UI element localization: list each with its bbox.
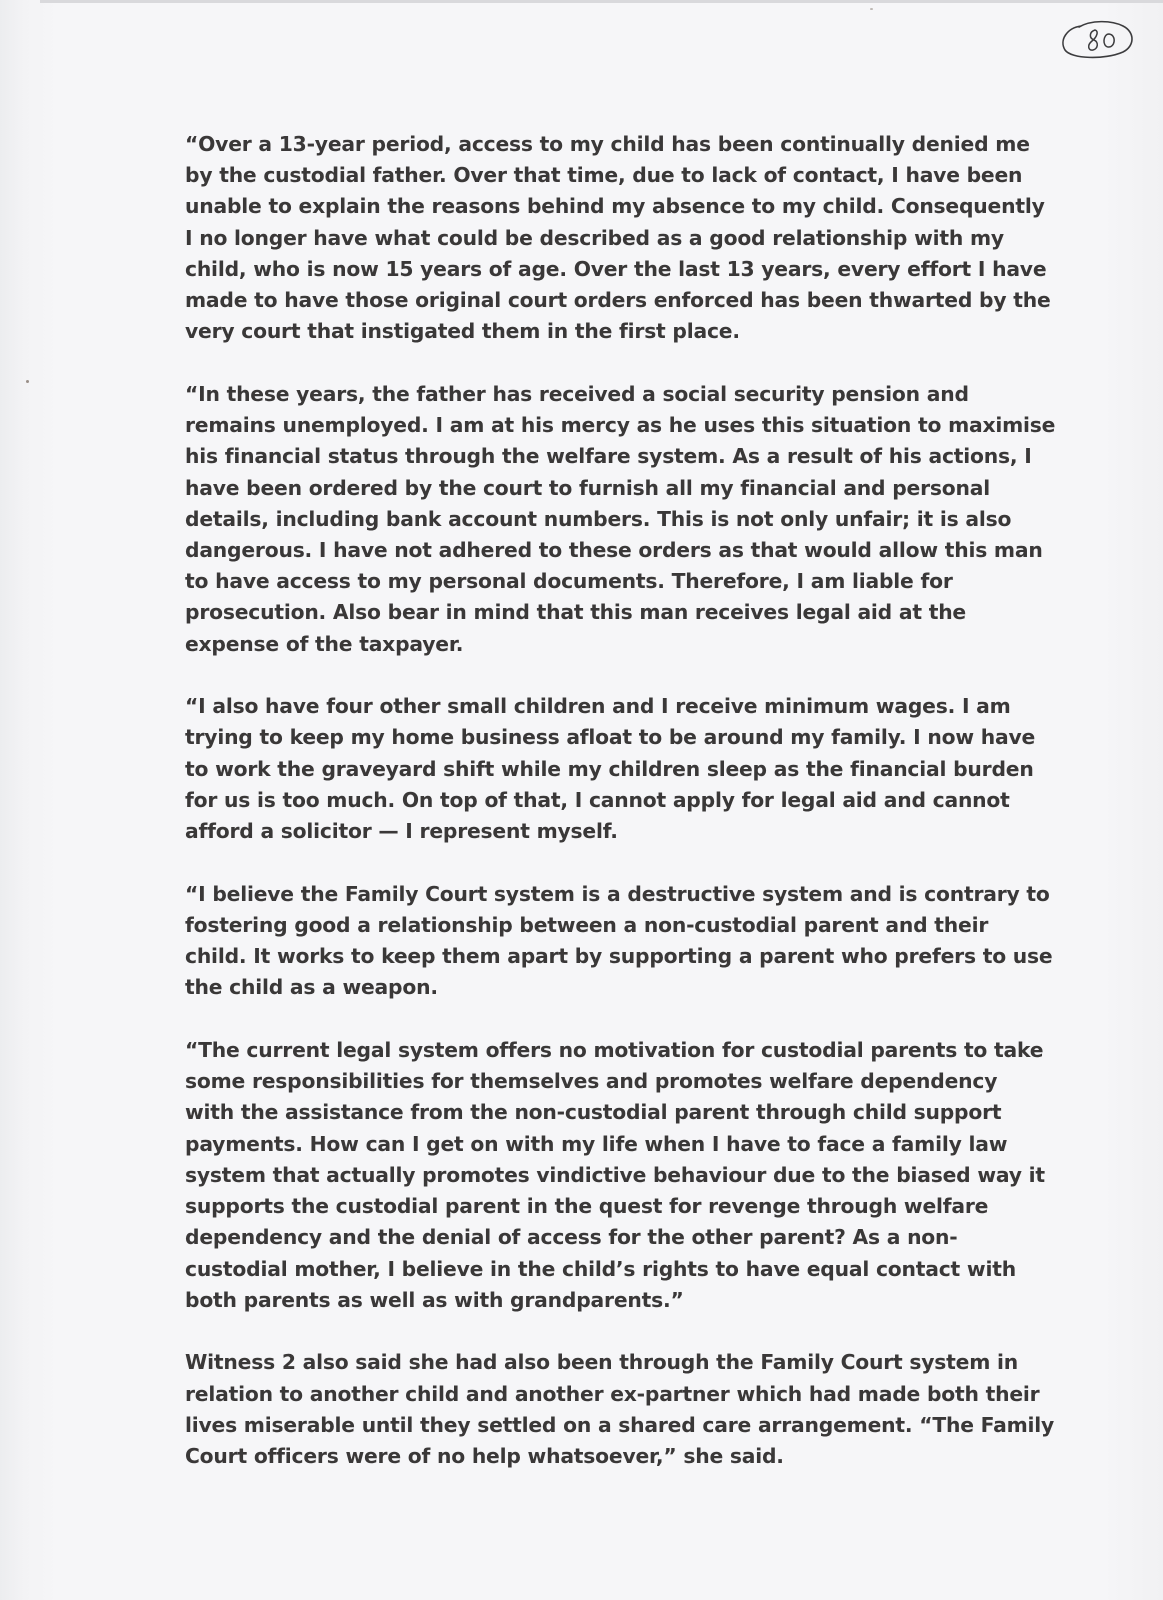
text-line: details, including bank account numbers. This is not only unfair; it is also [185,506,1012,531]
text-line: afford a solicitor — I represent myself. [185,819,618,844]
page-number-digit-0 [1104,34,1114,47]
text-line: relation to another child and another ex-partner which had made both their [185,1381,1040,1406]
text-line: have been ordered by the court to furnish all my financial and personal [185,475,990,500]
text-line: “In these years, the father has received a social security pension and [185,381,969,406]
text-line: some responsibilities for themselves and promotes welfare dependency [185,1069,998,1094]
text-line: for us is too much. On top of that, I cannot apply for legal aid and cannot [185,787,1010,812]
paragraph-1 [185,129,1051,347]
text-line: trying to keep my home business afloat to be around my family. I now have [185,725,1036,750]
text-line: with the assistance from the non-custodial parent through child support [185,1100,1002,1125]
text-line: to work the graveyard shift while my children sleep as the financial burden [185,756,1034,781]
document-body [185,129,1056,1504]
text-line: unable to explain the reasons behind my absence to my child. Consequently [185,194,1045,219]
paragraph-4 [185,879,1053,1004]
text-line: fostering good a relationship between a non-custodial parent and their [185,912,989,937]
text-line: custodial mother, I believe in the child’s rights to have equal contact with [185,1256,1016,1281]
scan-speck [26,380,29,383]
text-line: “I believe the Family Court system is a destructive system and is contrary to [185,881,1050,906]
paragraph-5 [185,1035,1045,1316]
text-line: “The current legal system offers no motivation for custodial parents to take [185,1038,1044,1063]
text-line: Witness 2 also said she had also been through the Family Court system in [185,1350,1018,1375]
text-line: to have access to my personal documents. Therefore, I am liable for [185,569,953,594]
text-line: the child as a weapon. [185,975,438,1000]
text-line: very court that instigated them in the first place. [185,319,740,344]
handwritten-page-number [1057,18,1137,62]
page-top-edge [40,0,1163,3]
text-line: “I also have four other small children and I receive minimum wages. I am [185,694,1011,719]
text-line: by the custodial father. Over that time, due to lack of contact, I have been [185,163,1023,188]
text-line: child, who is now 15 years of age. Over the last 13 years, every effort I have [185,256,1047,281]
paragraph-6 [185,1347,1055,1472]
text-line: expense of the taxpayer. [185,631,464,656]
text-line: dangerous. I have not adhered to these orders as that would allow this man [185,537,1043,562]
paragraph-2 [185,379,1056,660]
text-line: prosecution. Also bear in mind that this man receives legal aid at the [185,600,966,625]
page-number-digit-8 [1089,30,1098,50]
text-line: dependency and the denial of access for the other parent? As a non- [185,1225,958,1250]
text-line: lives miserable until they settled on a shared care arrangement. “The Family [185,1412,1055,1437]
text-line: supports the custodial parent in the quest for revenge through welfare [185,1194,989,1219]
page-number-circle [1063,22,1132,58]
text-line: both parents as well as with grandparents.” [185,1287,684,1312]
text-line: Court officers were of no help whatsoever,” she said. [185,1444,784,1469]
paragraph-3 [185,691,1035,847]
text-line: remains unemployed. I am at his mercy as he uses this situation to maximise [185,413,1056,438]
text-line: system that actually promotes vindictive behaviour due to the biased way it [185,1162,1045,1187]
text-line: child. It works to keep them apart by supporting a parent who prefers to use [185,944,1053,969]
text-line: “Over a 13-year period, access to my child has been continually denied me [185,132,1030,156]
text-line: his financial status through the welfare system. As a result of his actions, I [185,444,1032,469]
text-line: payments. How can I get on with my life when I have to face a family law [185,1131,1008,1156]
text-line: I no longer have what could be described as a good relationship with my [185,225,1004,250]
scan-speck [870,8,873,10]
text-line: made to have those original court orders enforced has been thwarted by the [185,288,1051,313]
